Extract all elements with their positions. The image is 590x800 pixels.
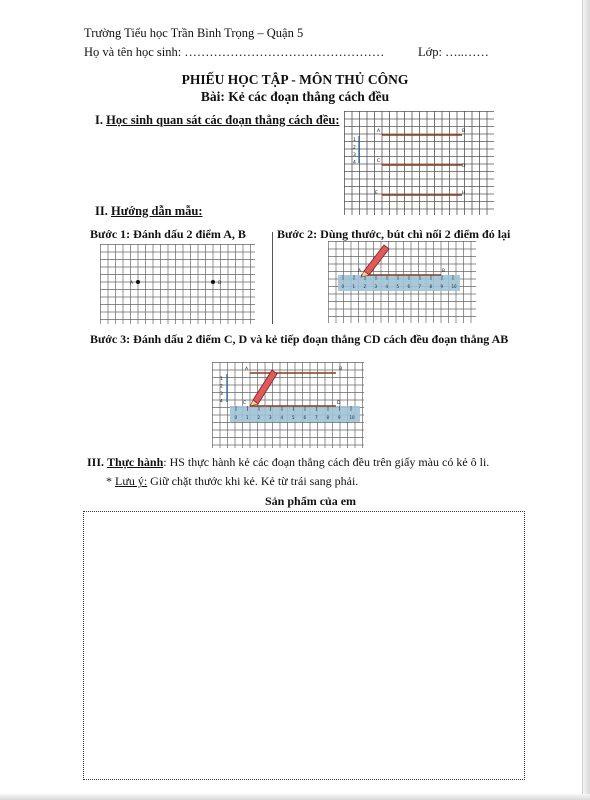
section-1-number: I.: [95, 113, 103, 127]
note-prefix: *: [106, 474, 115, 488]
row-label: 1: [220, 377, 223, 382]
point-A: [136, 280, 140, 284]
row-label: 2: [220, 384, 223, 390]
ruler-tick-label: 2: [363, 284, 367, 289]
step-1-figure: [100, 244, 255, 324]
pencil-body: [364, 245, 389, 275]
point-B-label: B: [442, 269, 446, 274]
step-3-ruler: [230, 406, 360, 422]
figure-labels: [353, 128, 466, 196]
figure-grid: [344, 111, 494, 215]
ruler-tick-label: 4: [280, 415, 284, 420]
point-A-label: A: [130, 281, 134, 286]
pencil-icon: [250, 370, 277, 406]
section-3-line: [87, 455, 489, 470]
row-label: 1: [353, 138, 356, 143]
ruler-tick-label: 8: [429, 284, 433, 289]
note-text: Giữ chặt thước khi kẻ. Kẻ từ trái sang phải.: [147, 474, 359, 488]
section-3-text: : HS thực hành kẻ các đoạn thẳng cách đều trên giấy màu có kẻ ô li.: [163, 455, 490, 469]
row-label: 3: [220, 392, 223, 397]
product-label: Sản phẩm của em: [265, 494, 357, 508]
equidistant-lines-figure: [344, 111, 494, 215]
point-D-label: D: [462, 164, 466, 169]
point-B: [211, 280, 215, 284]
point-C-label: C: [243, 401, 247, 406]
point-B-label: B: [218, 281, 222, 286]
step-2-label: Bước 2: Dùng thước, bút chì nối 2 điểm đó lại: [277, 227, 511, 241]
ruler-tick-label: 0: [341, 284, 345, 289]
ruler-tick-label: 9: [338, 415, 341, 420]
ruler-tick-label: 8: [326, 415, 330, 420]
ruler-tick-label: 6: [407, 284, 411, 289]
ruler-tick-label: 5: [292, 415, 295, 420]
point-A-label: A: [245, 367, 249, 372]
ruler-tick-label: 3: [269, 415, 272, 420]
page-edge-bottom: [0, 794, 590, 800]
pencil-icon: [361, 245, 389, 277]
section-3-number: III.: [87, 455, 105, 469]
ruler-tick-label: 1: [246, 415, 249, 420]
ruler-tick-label: 4: [385, 284, 389, 289]
section-2-heading: [95, 204, 203, 219]
point-A-label: A: [358, 269, 362, 274]
ruler-tick-label: 10: [349, 415, 355, 420]
ruler-tick-label: 7: [418, 284, 422, 289]
point-H-label: H: [462, 191, 466, 196]
ruler-tick-label: 7: [315, 415, 318, 420]
ruler-tick-label: 2: [257, 415, 261, 420]
ruler-tick-label: 6: [303, 415, 307, 420]
product-drawing-area: [83, 511, 525, 780]
section-2-number: II.: [95, 204, 108, 218]
section-1-heading: [95, 113, 340, 128]
school-name: Trường Tiểu học Trần Bình Trọng – Quận 5: [84, 26, 304, 40]
lesson-title: Bài: Kẻ các đoạn thẳng cách đều: [200, 89, 390, 104]
ruler-tick-label: 1: [352, 284, 356, 289]
point-A-label: A: [377, 129, 381, 134]
ruler-tick-label: 3: [374, 284, 378, 289]
worksheet-title: PHIẾU HỌC TẬP - MÔN THỦ CÔNG: [181, 72, 409, 87]
step-2-figure: [328, 241, 476, 323]
step-3-figure: [212, 362, 364, 448]
class-line: Lớp: …..……: [418, 45, 489, 59]
step-1-label: Bước 1: Đánh dấu 2 điểm A, B: [90, 227, 246, 241]
ruler-tick-label: 9: [440, 284, 444, 289]
note-line: [106, 474, 358, 489]
point-B-label: B: [462, 129, 466, 134]
row-label: 4: [220, 399, 223, 405]
ruler-tick-label: 5: [396, 284, 400, 289]
row-label: 2: [353, 145, 356, 151]
step-3-label: Bước 3: Đánh dấu 2 điểm C, D và kẻ tiếp đoạn thẳng CD cách đều đoạn thẳng AB: [90, 332, 509, 346]
point-E-label: E: [375, 191, 378, 196]
note-label: Lưu ý:: [115, 474, 148, 488]
ruler-tick-label: 0: [234, 415, 238, 420]
section-3-title: Thực hành: [107, 455, 164, 469]
section-2-title: Hướng dẫn mẫu:: [110, 204, 203, 218]
section-1-title: Học sinh quan sát các đoạn thẳng cách đều:: [106, 113, 340, 127]
point-D-label: D: [337, 401, 341, 406]
row-label: 3: [353, 153, 356, 158]
row-label: 4: [353, 160, 356, 166]
steps-divider: [272, 232, 273, 324]
page-edge: [582, 0, 590, 800]
student-name-line: Họ và tên học sinh: …………………………………………: [84, 45, 385, 59]
point-C-label: C: [377, 159, 381, 164]
step-2-ruler: [338, 275, 460, 291]
point-B-label: B: [339, 367, 343, 372]
ruler-tick-label: 10: [451, 284, 457, 289]
